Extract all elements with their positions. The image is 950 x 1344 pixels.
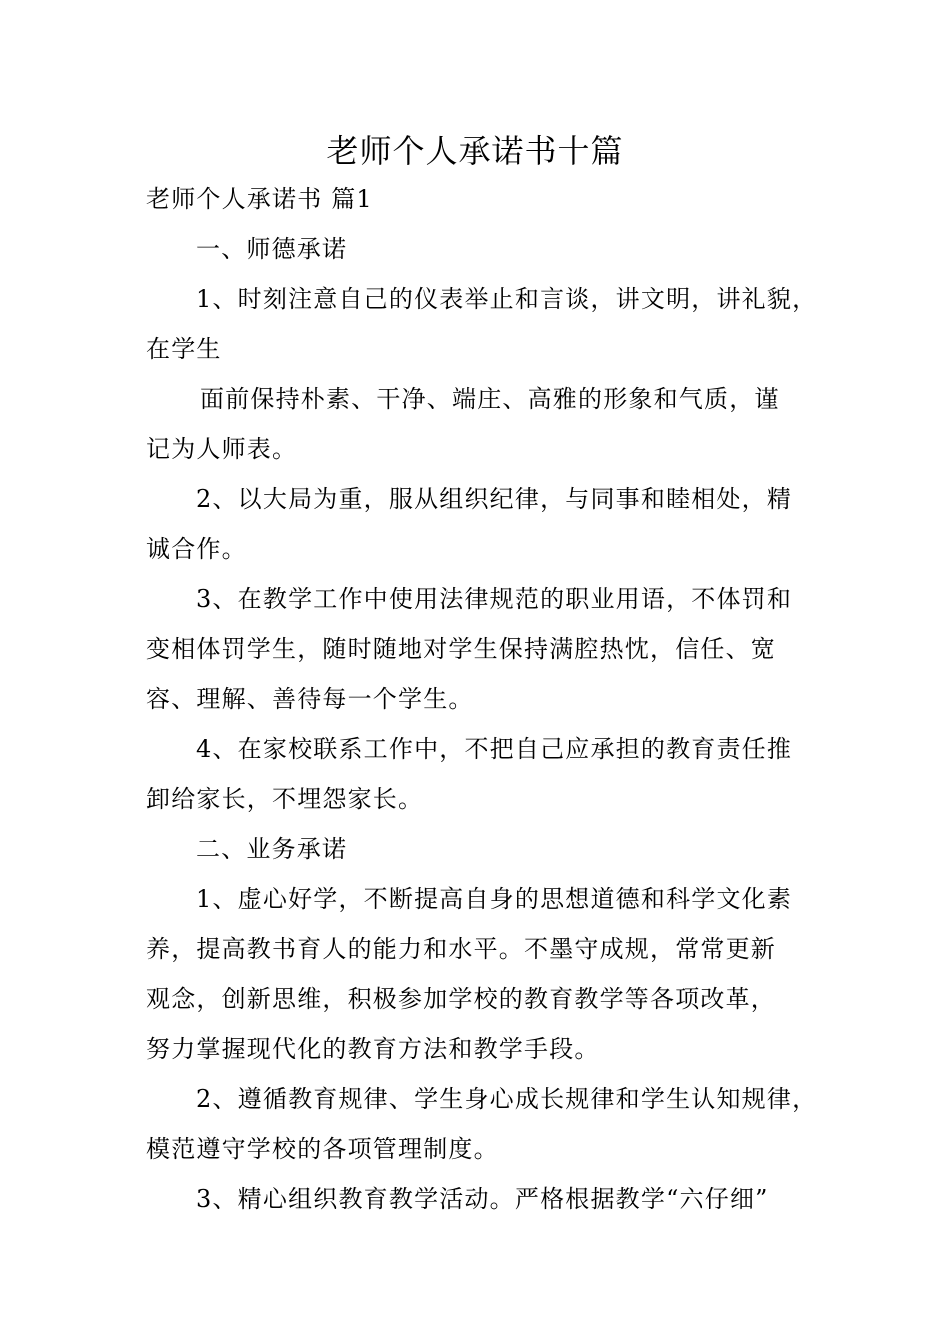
paragraph-line: 1、虚心好学，不断提高自身的思想道德和科学文化素 [196,885,793,913]
paragraph-line: 4、在家校联系工作中，不把自己应承担的教育责任推 [196,735,793,763]
paragraph-line: 养，提高教书育人的能力和水平。不墨守成规，常常更新 [146,935,776,963]
paragraph-line: 3、在教学工作中使用法律规范的职业用语，不体罚和 [196,585,793,613]
paragraph-line: 2、以大局为重，服从组织纪律，与同事和睦相处，精 [196,485,793,513]
paragraph-line: 容、理解、善待每一个学生。 [146,685,474,713]
paragraph-line: 努力掌握现代化的教育方法和教学手段。 [146,1035,600,1063]
paragraph-line: 2、遵循教育规律、学生身心成长规律和学生认知规律， [196,1085,818,1113]
paragraph-line: 1、时刻注意自己的仪表举止和言谈，讲文明，讲礼貌， [196,285,818,313]
paragraph-line: 变相体罚学生，随时随地对学生保持满腔热忱，信任、宽 [146,635,776,663]
subsection-heading: 二、业务承诺 [196,835,348,863]
document-title: 老师个人承诺书十篇 [326,132,624,170]
paragraph-line: 面前保持朴素、干净、端庄、高雅的形象和气质，谨 [200,385,780,413]
paragraph-line: 3、精心组织教育教学活动。严格根据教学“六仔细” [196,1185,769,1213]
paragraph-line: 诚合作。 [146,535,247,563]
paragraph-line: 记为人师表。 [146,435,298,463]
paragraph-line: 观念，创新思维，积极参加学校的教育教学等各项改革， [146,985,776,1013]
section-heading: 老师个人承诺书 篇1 [146,185,373,213]
paragraph-line: 模范遵守学校的各项管理制度。 [146,1135,499,1163]
paragraph-line: 在学生 [146,335,222,363]
paragraph-line: 卸给家长，不埋怨家长。 [146,785,424,813]
subsection-heading: 一、师德承诺 [196,235,348,263]
